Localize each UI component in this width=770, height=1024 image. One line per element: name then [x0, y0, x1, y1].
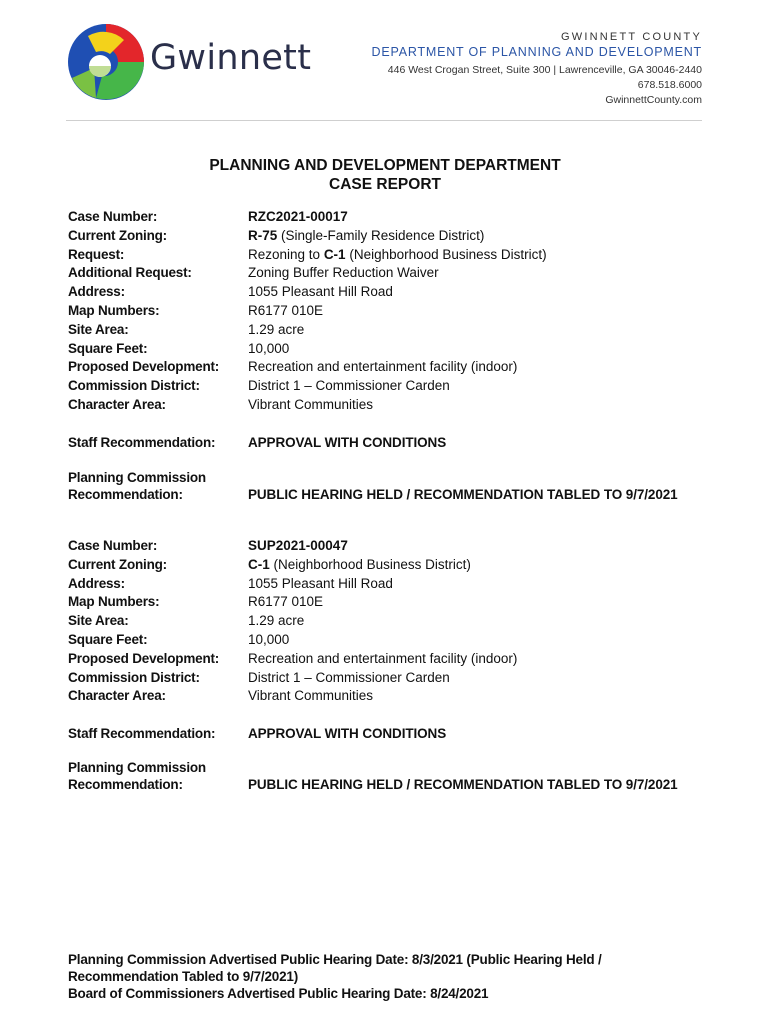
case-row — [68, 556, 708, 575]
field-label: Map Numbers: — [68, 302, 160, 318]
field-label: Case Number: — [68, 538, 158, 553]
report-title — [0, 156, 770, 194]
field-value: District 1 – Commissioner Carden — [248, 378, 450, 394]
field-value: Rezoning to C-1 (Neighborhood Business District) — [248, 246, 547, 262]
case-row — [68, 593, 708, 612]
field-label: Commission District: — [68, 669, 200, 685]
case-2-details — [68, 537, 708, 706]
field-label: Planning Commission Recommendation: — [68, 760, 206, 792]
gwinnett-logo-icon — [66, 22, 146, 102]
field-label: Address: — [68, 284, 125, 300]
title-line-2: CASE REPORT — [329, 176, 441, 193]
field-value: 10,000 — [248, 340, 290, 356]
board-of-commissioners-hearing-date: Board of Commissioners Advertised Public Hearing Date: 8/24/2021 — [68, 986, 489, 1001]
website: GwinnettCounty.com — [605, 94, 702, 106]
field-label: Character Area: — [68, 688, 166, 704]
field-label: Staff Recommendation: — [68, 435, 216, 450]
field-value: R6177 010E — [248, 594, 324, 610]
field-label: Character Area: — [68, 396, 166, 412]
field-value: Vibrant Communities — [248, 396, 374, 412]
field-value: 1055 Pleasant Hill Road — [248, 575, 393, 591]
case-row — [68, 687, 708, 706]
field-value: 1.29 acre — [248, 613, 305, 629]
field-label: Current Zoning: — [68, 227, 167, 243]
field-label: Additional Request: — [68, 265, 192, 281]
case-row — [68, 537, 708, 556]
case-row — [68, 650, 708, 669]
planning-commission-hearing-date: Planning Commission Advertised Public Hearing Date: 8/3/2021 (Public Hearing Held / — [68, 952, 602, 967]
hearing-dates — [68, 951, 668, 1002]
case-row — [68, 302, 708, 321]
case-row — [68, 358, 708, 377]
planning-commission-value: PUBLIC HEARING HELD / RECOMMENDATION TABLED TO 9/7/2021 — [248, 777, 678, 792]
field-label: Site Area: — [68, 613, 129, 629]
logo-wordmark: Gwinnett — [150, 38, 312, 78]
title-line-1: PLANNING AND DEVELOPMENT DEPARTMENT — [209, 157, 561, 174]
field-value: 1.29 acre — [248, 321, 305, 337]
department-name: DEPARTMENT OF PLANNING AND DEVELOPMENT — [371, 45, 702, 59]
staff-recommendation-value: APPROVAL WITH CONDITIONS — [248, 435, 447, 450]
case-row — [68, 208, 708, 227]
field-label: Square Feet: — [68, 631, 148, 647]
case-row — [68, 575, 708, 594]
case-number-value: SUP2021-00047 — [248, 538, 348, 553]
field-value: Recreation and entertainment facility (indoor) — [248, 359, 518, 375]
case-row — [68, 396, 708, 415]
field-value: 1055 Pleasant Hill Road — [248, 284, 393, 300]
field-value: R6177 010E — [248, 302, 324, 318]
case-number-value: RZC2021-00017 — [248, 209, 348, 224]
case-1-details — [68, 208, 708, 415]
field-value: District 1 – Commissioner Carden — [248, 669, 450, 685]
field-label: Proposed Development: — [68, 359, 220, 375]
case-row — [68, 612, 708, 631]
field-label: Case Number: — [68, 209, 158, 224]
case-row — [68, 227, 708, 246]
staff-recommendation-value: APPROVAL WITH CONDITIONS — [248, 726, 447, 741]
field-label: Current Zoning: — [68, 556, 167, 572]
street-address: 446 West Crogan Street, Suite 300 | Lawrenceville, GA 30046-2440 — [387, 64, 702, 76]
header-divider — [66, 120, 702, 121]
field-value: Recreation and entertainment facility (indoor) — [248, 650, 518, 666]
field-value: R-75 (Single-Family Residence District) — [248, 227, 485, 243]
field-label: Proposed Development: — [68, 650, 220, 666]
field-label: Request: — [68, 246, 125, 262]
case-row — [68, 246, 708, 265]
field-value: Zoning Buffer Reduction Waiver — [248, 265, 439, 281]
county-name: GWINNETT COUNTY — [561, 31, 702, 43]
field-label: Square Feet: — [68, 340, 148, 356]
case-row — [68, 321, 708, 340]
case-row — [68, 283, 708, 302]
department-contact — [372, 31, 702, 108]
field-value: C-1 (Neighborhood Business District) — [248, 556, 471, 572]
case-row — [68, 264, 708, 283]
address-block — [372, 63, 702, 108]
field-label: Staff Recommendation: — [68, 726, 216, 741]
field-label: Commission District: — [68, 378, 200, 394]
field-label: Site Area: — [68, 321, 129, 337]
field-label: Address: — [68, 575, 125, 591]
planning-commission-hearing-date-cont: Recommendation Tabled to 9/7/2021) — [68, 969, 299, 984]
phone-number: 678.518.6000 — [637, 79, 702, 91]
case-row — [68, 377, 708, 396]
letterhead — [0, 0, 770, 122]
case-row — [68, 631, 708, 650]
field-label: Planning Commission Recommendation: — [68, 470, 206, 502]
planning-commission-value: PUBLIC HEARING HELD / RECOMMENDATION TABLED TO 9/7/2021 — [248, 487, 678, 502]
field-value: 10,000 — [248, 631, 290, 647]
case-row — [68, 669, 708, 688]
field-value: Vibrant Communities — [248, 688, 374, 704]
field-label: Map Numbers: — [68, 594, 160, 610]
case-row — [68, 340, 708, 359]
